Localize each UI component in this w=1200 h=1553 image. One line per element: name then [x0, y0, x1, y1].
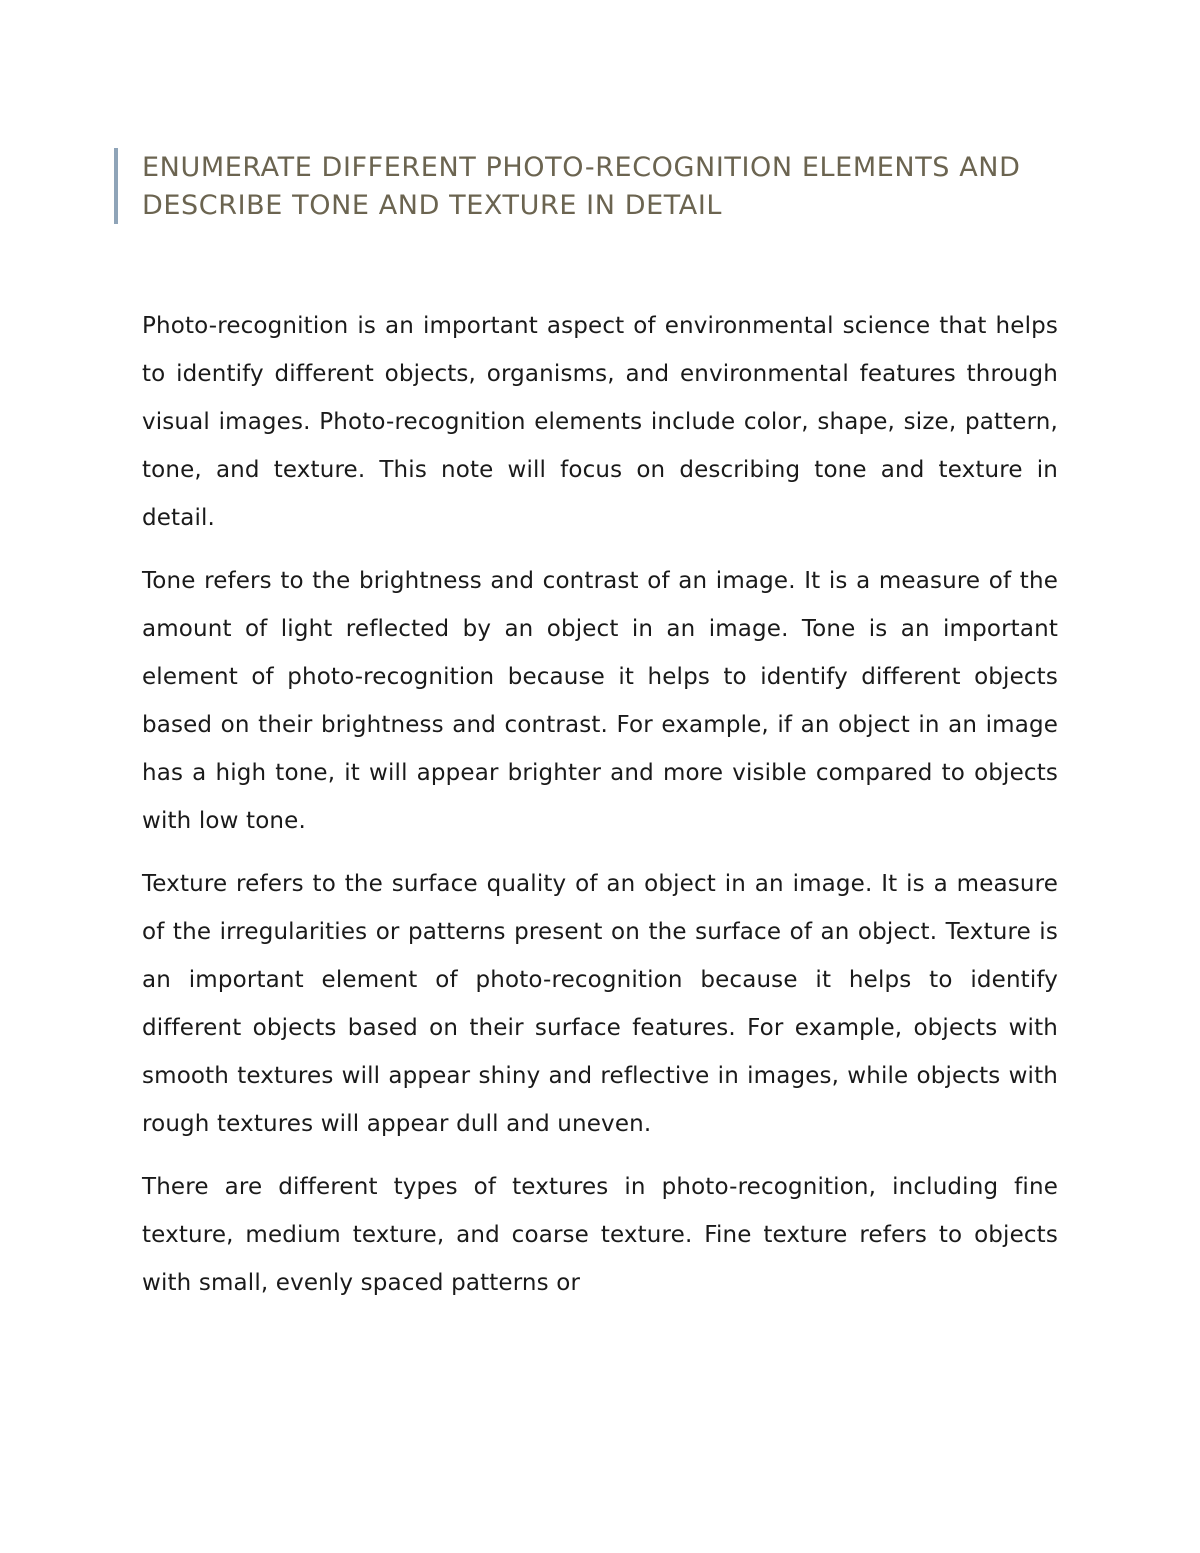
- title-block: [114, 148, 1042, 224]
- document-title: ENUMERATE DIFFERENT PHOTO-RECOGNITION ELEMENTS AND DESCRIBE TONE AND TEXTURE IN DETAIL: [142, 152, 1021, 221]
- paragraph-texture: Texture refers to the surface quality of an object in an image. It is a measure of the irregularities or patterns present on the surface of an object. Texture is an important element of photo-recognition because it helps to identify different objects based on their surface features. For example, objects with smooth textures will appear shiny and reflective in images, while objects with rough textures will appear dull and uneven.: [142, 871, 1058, 1137]
- document-body: [142, 302, 1058, 1322]
- paragraph-texture-types: There are different types of textures in photo-recognition, including fine texture, medium texture, and coarse texture. Fine texture refers to objects with small, evenly spaced patterns or: [142, 1174, 1058, 1296]
- paragraph-tone: Tone refers to the brightness and contrast of an image. It is a measure of the amount of light reflected by an object in an image. Tone is an important element of photo-recognition because it helps to identify different objects based on their brightness and contrast. For example, if an object in an image has a high tone, it will appear brighter and more visible compared to objects with low tone.: [142, 568, 1058, 834]
- paragraph-intro: Photo-recognition is an important aspect of environmental science that helps to identify different objects, organisms, and environmental features through visual images. Photo-recognition elements include color, shape, size, pattern, tone, and texture. This note will focus on describing tone and texture in detail.: [142, 313, 1058, 531]
